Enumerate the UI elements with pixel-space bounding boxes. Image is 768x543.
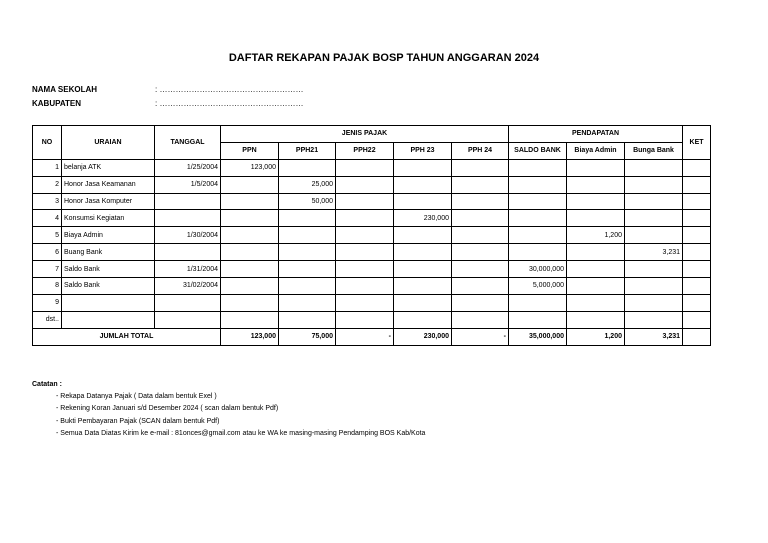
note-item: - Semua Data Diatas Kirim ke e-mail : 81onces@gmail.com atau ke WA ke masing-masing Pendamping BOS Kab/Kota	[56, 429, 426, 437]
row-bunga-bank	[625, 210, 683, 227]
row-ppn: 123,000	[221, 159, 279, 176]
row-ppn	[221, 193, 279, 210]
table-row	[33, 278, 711, 295]
row-no: 7	[33, 261, 62, 278]
row-pph22	[336, 261, 394, 278]
row-pph21	[279, 311, 336, 328]
row-biaya-admin	[567, 176, 625, 193]
note-item: - Rekening Koran Januari s/d Desember 2024 ( scan dalam bentuk Pdf)	[56, 405, 279, 413]
note-item: - Rekapa Datanya Pajak ( Data dalam bentuk Exel )	[56, 393, 217, 401]
row-no: 6	[33, 244, 62, 261]
row-ket	[683, 210, 711, 227]
row-saldo-bank: 30,000,000	[509, 261, 567, 278]
row-ppn	[221, 244, 279, 261]
row-pph21	[279, 294, 336, 311]
row-saldo-bank: 5,000,000	[509, 278, 567, 295]
row-pph24	[452, 311, 509, 328]
header-pph22: PPH22	[336, 142, 394, 159]
table-row	[33, 244, 711, 261]
row-tanggal: 1/5/2004	[155, 176, 221, 193]
row-tanggal: 31/02/2004	[155, 278, 221, 295]
row-biaya-admin: 1,200	[567, 227, 625, 244]
row-tanggal: 1/30/2004	[155, 227, 221, 244]
row-pph22	[336, 210, 394, 227]
row-uraian: belanja ATK	[62, 159, 155, 176]
header-biaya-admin: Biaya Admin	[567, 142, 625, 159]
header-bunga-bank: Bunga Bank	[625, 142, 683, 159]
row-uraian	[62, 311, 155, 328]
row-ket	[683, 159, 711, 176]
row-pph22	[336, 311, 394, 328]
row-bunga-bank: 3,231	[625, 244, 683, 261]
total-saldo-bank: 35,000,000	[509, 328, 567, 345]
table-row	[33, 311, 711, 328]
table-row	[33, 159, 711, 176]
row-pph22	[336, 278, 394, 295]
header-pph24: PPH 24	[452, 142, 509, 159]
notes-title: Catatan :	[32, 381, 62, 388]
row-uraian: Konsumsi Kegiatan	[62, 210, 155, 227]
row-ket	[683, 294, 711, 311]
row-pph22	[336, 159, 394, 176]
row-pph23	[394, 311, 452, 328]
row-uraian: Saldo Bank	[62, 261, 155, 278]
row-ket	[683, 227, 711, 244]
row-bunga-bank	[625, 278, 683, 295]
row-pph23	[394, 294, 452, 311]
row-uraian: Biaya Admin	[62, 227, 155, 244]
row-ket	[683, 261, 711, 278]
row-tanggal	[155, 193, 221, 210]
row-ppn	[221, 176, 279, 193]
note-item: - Bukti Pembayaran Pajak (SCAN dalam bentuk Pdf)	[56, 417, 220, 425]
row-ppn	[221, 227, 279, 244]
meta-label: NAMA SEKOLAH	[32, 85, 98, 94]
row-biaya-admin	[567, 261, 625, 278]
table-row	[33, 176, 711, 193]
row-pph21	[279, 159, 336, 176]
row-bunga-bank	[625, 261, 683, 278]
row-ppn	[221, 261, 279, 278]
row-tanggal	[155, 311, 221, 328]
row-saldo-bank	[509, 227, 567, 244]
meta-label: KABUPATEN	[32, 99, 82, 108]
row-uraian: Honor Jasa Keamanan	[62, 176, 155, 193]
header-ket: KET	[683, 126, 711, 160]
header-uraian: URAIAN	[62, 126, 155, 160]
row-pph21	[279, 210, 336, 227]
row-ppn	[221, 294, 279, 311]
row-tanggal	[155, 244, 221, 261]
row-pph22	[336, 176, 394, 193]
row-saldo-bank	[509, 193, 567, 210]
total-ket	[683, 328, 711, 345]
row-ket	[683, 278, 711, 295]
row-pph23	[394, 159, 452, 176]
row-biaya-admin	[567, 210, 625, 227]
row-pph24	[452, 210, 509, 227]
notes	[32, 379, 425, 440]
row-bunga-bank	[625, 311, 683, 328]
row-no: 9	[33, 294, 62, 311]
row-saldo-bank	[509, 159, 567, 176]
row-bunga-bank	[625, 294, 683, 311]
row-pph24	[452, 176, 509, 193]
row-biaya-admin	[567, 278, 625, 295]
meta-value: : ………………………………………………	[155, 99, 304, 108]
header-saldo-bank: SALDO BANK	[509, 142, 567, 159]
row-pph21	[279, 278, 336, 295]
row-saldo-bank	[509, 311, 567, 328]
row-pph23	[394, 278, 452, 295]
row-pph24	[452, 294, 509, 311]
table-row	[33, 294, 711, 311]
row-no: 3	[33, 193, 62, 210]
row-no: 8	[33, 278, 62, 295]
row-pph24	[452, 278, 509, 295]
header-jenis-pajak: JENIS PAJAK	[221, 126, 509, 143]
meta-school-name	[32, 85, 303, 94]
row-saldo-bank	[509, 176, 567, 193]
row-ppn	[221, 210, 279, 227]
total-bunga-bank: 3,231	[625, 328, 683, 345]
row-biaya-admin	[567, 294, 625, 311]
row-pph23	[394, 244, 452, 261]
row-no: 2	[33, 176, 62, 193]
row-no: 1	[33, 159, 62, 176]
total-ppn: 123,000	[221, 328, 279, 345]
row-pph23	[394, 227, 452, 244]
row-pph22	[336, 193, 394, 210]
row-pph22	[336, 294, 394, 311]
row-pph24	[452, 193, 509, 210]
total-row	[33, 328, 711, 345]
meta-kabupaten	[32, 99, 303, 108]
row-bunga-bank	[625, 193, 683, 210]
row-ket	[683, 193, 711, 210]
table-row	[33, 210, 711, 227]
row-ket	[683, 244, 711, 261]
row-no: 5	[33, 227, 62, 244]
row-ppn	[221, 278, 279, 295]
header-pph23: PPH 23	[394, 142, 452, 159]
row-no: dst..	[33, 311, 62, 328]
row-tanggal	[155, 294, 221, 311]
row-ket	[683, 176, 711, 193]
row-pph21	[279, 244, 336, 261]
row-pph22	[336, 244, 394, 261]
row-ppn	[221, 311, 279, 328]
row-pph23	[394, 193, 452, 210]
row-tanggal	[155, 210, 221, 227]
table-row	[33, 261, 711, 278]
row-pph21: 25,000	[279, 176, 336, 193]
row-biaya-admin	[567, 244, 625, 261]
table-row	[33, 227, 711, 244]
total-pph23: 230,000	[394, 328, 452, 345]
row-tanggal: 1/25/2004	[155, 159, 221, 176]
row-tanggal: 1/31/2004	[155, 261, 221, 278]
header-pph21: PPH21	[279, 142, 336, 159]
row-biaya-admin	[567, 311, 625, 328]
total-pph21: 75,000	[279, 328, 336, 345]
row-pph23	[394, 261, 452, 278]
row-uraian: Honor Jasa Komputer	[62, 193, 155, 210]
header-pendapatan: PENDAPATAN	[509, 126, 683, 143]
row-pph24	[452, 159, 509, 176]
total-pph24: -	[452, 328, 509, 345]
table-row	[33, 193, 711, 210]
row-pph24	[452, 244, 509, 261]
row-pph21	[279, 227, 336, 244]
row-ket	[683, 311, 711, 328]
row-uraian: Buang Bank	[62, 244, 155, 261]
row-saldo-bank	[509, 294, 567, 311]
row-pph24	[452, 227, 509, 244]
row-pph23: 230,000	[394, 210, 452, 227]
total-pph22: -	[336, 328, 394, 345]
meta-value: : ………………………………………………	[155, 85, 304, 94]
row-pph22	[336, 227, 394, 244]
row-biaya-admin	[567, 159, 625, 176]
header-ppn: PPN	[221, 142, 279, 159]
row-pph24	[452, 261, 509, 278]
row-pph23	[394, 176, 452, 193]
row-biaya-admin	[567, 193, 625, 210]
row-uraian	[62, 294, 155, 311]
total-label: JUMLAH TOTAL	[33, 328, 221, 345]
row-saldo-bank	[509, 244, 567, 261]
total-biaya-admin: 1,200	[567, 328, 625, 345]
row-pph21: 50,000	[279, 193, 336, 210]
row-bunga-bank	[625, 159, 683, 176]
header-tanggal: TANGGAL	[155, 126, 221, 160]
document-title: DAFTAR REKAPAN PAJAK BOSP TAHUN ANGGARAN 2024	[228, 52, 540, 64]
row-pph21	[279, 261, 336, 278]
header-no: NO	[33, 126, 62, 160]
tax-recap-table	[32, 125, 711, 346]
row-no: 4	[33, 210, 62, 227]
row-bunga-bank	[625, 176, 683, 193]
row-bunga-bank	[625, 227, 683, 244]
row-saldo-bank	[509, 210, 567, 227]
row-uraian: Saldo Bank	[62, 278, 155, 295]
